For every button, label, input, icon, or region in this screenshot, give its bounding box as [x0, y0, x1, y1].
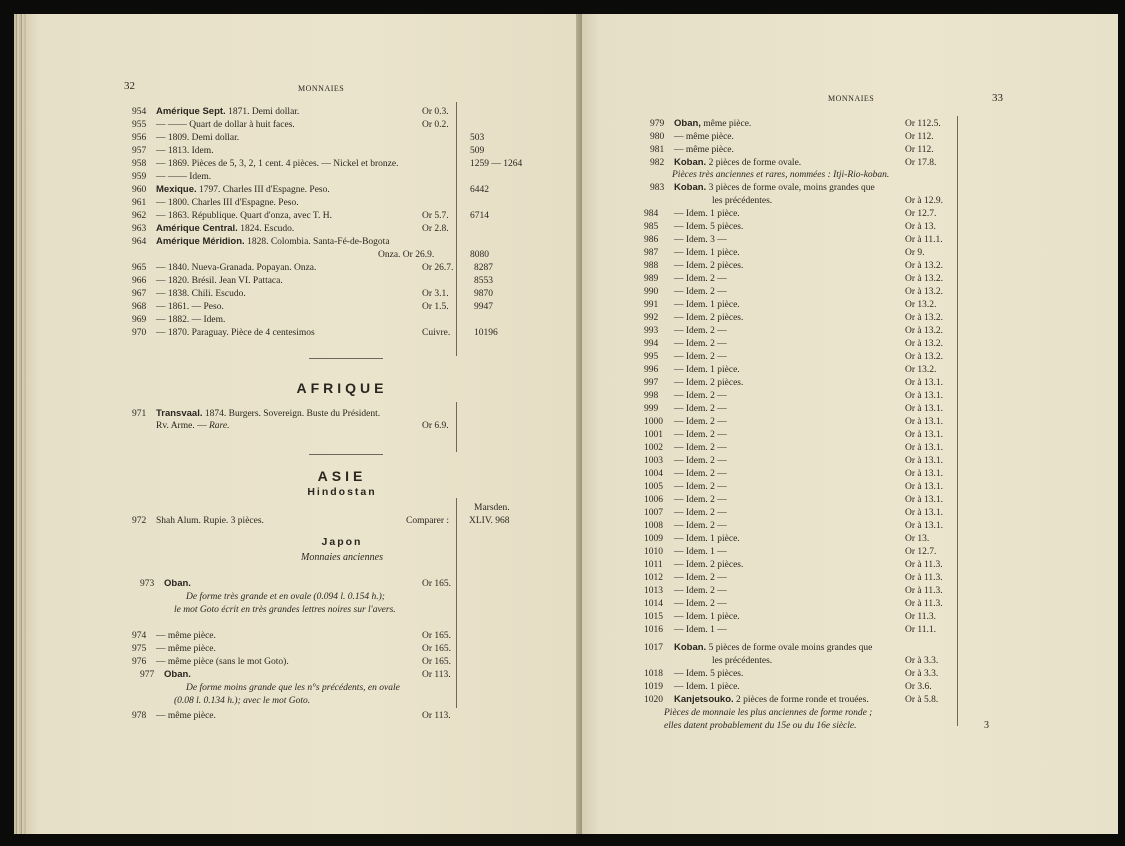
value: Cuivre.: [422, 328, 451, 338]
list-item: 1007 — Idem. 2 —: [644, 508, 727, 518]
value: Or 11.1.: [905, 625, 937, 635]
list-item: 1010 — Idem. 1 —: [644, 547, 727, 557]
reference: 9870: [474, 289, 493, 299]
value: Or 2.8.: [422, 224, 449, 234]
list-item: 1019 — Idem. 1 pièce.: [644, 682, 740, 692]
section-title-afrique: AFRIQUE: [296, 380, 388, 396]
list-item: 961 — 1800. Charles III d'Espagne. Peso.: [132, 198, 299, 208]
value: Or 13.2.: [905, 300, 937, 310]
value: Or 1.5.: [422, 302, 449, 312]
list-item: 958 — 1869. Pièces de 5, 3, 2, 1 cent. 4 pièces. — Nickel et bronze.: [132, 159, 399, 169]
value: Or à 11.3.: [905, 560, 943, 570]
value: Or à 13.1.: [905, 404, 943, 414]
value: Or 113.: [422, 670, 451, 680]
list-item: 989 — Idem. 2 —: [644, 274, 727, 284]
list-item: 1013 — Idem. 2 —: [644, 586, 727, 596]
description: le mot Goto écrit en très grandes lettres noires sur l'avers.: [174, 605, 396, 615]
value: Or à 13.: [905, 222, 936, 232]
list-item: 979 Oban, même pièce.: [650, 118, 752, 129]
list-item: 1000 — Idem. 2 —: [644, 417, 727, 427]
reference: 6714: [470, 211, 489, 221]
reference: 1259 — 1264: [470, 159, 523, 169]
list-item: 1015 — Idem. 1 pièce.: [644, 612, 740, 622]
list-item: 1003 — Idem. 2 —: [644, 456, 727, 466]
column-rule: [456, 402, 457, 452]
list-item: 1020 Kanjetsouko. 2 pièces de forme ronde et trouées.: [644, 694, 869, 705]
list-item: 1002 — Idem. 2 —: [644, 443, 727, 453]
left-page: [26, 14, 592, 834]
list-item: 995 — Idem. 2 —: [644, 352, 727, 362]
value: Or à 13.2.: [905, 326, 943, 336]
list-item: 988 — Idem. 2 pièces.: [644, 261, 744, 271]
value: Or 13.2.: [905, 365, 937, 375]
reference: 8080: [470, 250, 489, 260]
list-item: 997 — Idem. 2 pièces.: [644, 378, 744, 388]
list-item: 1004 — Idem. 2 —: [644, 469, 727, 479]
value: Or 113.: [422, 711, 451, 721]
list-item-cont: Onza. Or 26.9.: [378, 250, 435, 260]
value: Or à 3.3.: [905, 656, 939, 666]
list-item: 1014 — Idem. 2 —: [644, 599, 727, 609]
list-item: 999 — Idem. 2 —: [644, 404, 727, 414]
list-item: 1009 — Idem. 1 pièce.: [644, 534, 740, 544]
list-item: 983 Koban. 3 pièces de forme ovale, moins grandes que: [650, 182, 875, 193]
list-item: 998 — Idem. 2 —: [644, 391, 727, 401]
list-item: 964 Amérique Méridion. 1828. Colombia. Santa-Fé-de-Bogota: [132, 236, 390, 247]
value: Or 13.: [905, 534, 930, 544]
list-item: 965 — 1840. Nueva-Granada. Popayan. Onza.: [132, 263, 317, 273]
value: Or 112.: [905, 145, 934, 155]
value: Or à 13.2.: [905, 313, 943, 323]
value: Or 12.7.: [905, 209, 937, 219]
value: Or à 13.2.: [905, 287, 943, 297]
value: Or à 12.9.: [905, 196, 943, 206]
value: Or à 13.1.: [905, 430, 943, 440]
value: Or 112.: [905, 132, 934, 142]
value: Comparer :: [406, 516, 450, 526]
subsection-hindostan: Hindostan: [307, 486, 377, 498]
list-item: 994 — Idem. 2 —: [644, 339, 727, 349]
right-page: [582, 14, 1118, 834]
list-item: 977 Oban.: [140, 669, 191, 680]
list-item: 1017 Koban. 5 pièces de forme ovale moins grandes que: [644, 642, 873, 653]
value: Or 3.6.: [905, 682, 932, 692]
list-item: 990 — Idem. 2 —: [644, 287, 727, 297]
list-item: 973 Oban.: [140, 578, 191, 589]
list-item: 991 — Idem. 1 pièce.: [644, 300, 740, 310]
reference: 8287: [474, 263, 493, 273]
list-item: 992 — Idem. 2 pièces.: [644, 313, 744, 323]
value: Or 165.: [422, 657, 452, 667]
list-item: 1016 — Idem. 1 —: [644, 625, 727, 635]
value: Or 9.: [905, 248, 925, 258]
list-item: 1012 — Idem. 2 —: [644, 573, 727, 583]
list-item: 1001 — Idem. 2 —: [644, 430, 727, 440]
value: Or à 3.3.: [905, 669, 939, 679]
description: Pièces très anciennes et rares, nommées : Itji-Rio-koban.: [672, 170, 890, 180]
value: Or 0.3.: [422, 107, 449, 117]
value: Or 0.2.: [422, 120, 449, 130]
list-item: 963 Amérique Central. 1824. Escudo.: [132, 223, 295, 234]
value: Or à 13.1.: [905, 508, 943, 518]
list-item: 981 — même pièce.: [650, 145, 734, 155]
value: Or 165.: [422, 631, 452, 641]
reference: 8553: [474, 276, 493, 286]
value: Or à 5.8.: [905, 695, 939, 705]
column-rule: [456, 498, 457, 708]
value: Or 26.7.: [422, 263, 454, 273]
value: Or à 11.3.: [905, 586, 943, 596]
list-item: 987 — Idem. 1 pièce.: [644, 248, 740, 258]
list-item: 986 — Idem. 3 —: [644, 235, 727, 245]
list-item: 955 — —— Quart de dollar à huit faces.: [132, 120, 295, 130]
value: Or à 13.1.: [905, 456, 943, 466]
list-item: 975 — même pièce.: [132, 644, 216, 654]
section-title-asie: ASIE: [317, 468, 367, 484]
list-item: 967 — 1838. Chili. Escudo.: [132, 289, 246, 299]
list-item-cont: les précédentes.: [712, 656, 773, 666]
value: Or 17.8.: [905, 158, 937, 168]
list-item: 959 — —— Idem.: [132, 172, 212, 182]
list-item: 982 Koban. 2 pièces de forme ovale.: [650, 157, 802, 168]
description: De forme moins grande que les n°s précédents, en ovale: [186, 683, 400, 693]
subsection-japon: Japon: [321, 536, 363, 548]
reference: 509: [470, 146, 485, 156]
list-item: 980 — même pièce.: [650, 132, 734, 142]
value: Or à 11.3.: [905, 573, 943, 583]
reference: 10196: [474, 328, 498, 338]
list-item: 976 — même pièce (sans le mot Goto).: [132, 657, 289, 667]
list-item: 978 — même pièce.: [132, 711, 216, 721]
list-item: 971 Transvaal. 1874. Burgers. Sovereign. Buste du Président.: [132, 408, 381, 419]
value: Or 6.9.: [422, 421, 449, 431]
reference: 503: [470, 133, 485, 143]
value: Or 5.7.: [422, 211, 449, 221]
value: Or à 11.3.: [905, 599, 943, 609]
signature-mark: 3: [984, 720, 989, 731]
value: Or à 13.2.: [905, 274, 943, 284]
reference: Marsden.: [474, 503, 510, 513]
value: Or à 13.2.: [905, 339, 943, 349]
separator: [309, 454, 383, 455]
reference: 6442: [470, 185, 489, 195]
list-item: 1005 — Idem. 2 —: [644, 482, 727, 492]
reference: 9947: [474, 302, 493, 312]
list-item: 984 — Idem. 1 pièce.: [644, 209, 740, 219]
value: Or à 13.1.: [905, 482, 943, 492]
list-item: 969 — 1882. — Idem.: [132, 315, 226, 325]
separator: [309, 358, 383, 359]
description: (0.08 l. 0.134 h.); avec le mot Goto.: [174, 696, 311, 706]
list-item: 993 — Idem. 2 —: [644, 326, 727, 336]
list-item: 974 — même pièce.: [132, 631, 216, 641]
value: Or 3.1.: [422, 289, 449, 299]
list-item-cont: Rv. Arme. — Rare.: [156, 421, 230, 431]
value: Or à 13.2.: [905, 352, 943, 362]
description: De forme très grande et en ovale (0.094 l. 0.154 h.);: [186, 592, 385, 602]
value: Or à 13.1.: [905, 378, 943, 388]
list-item: 1008 — Idem. 2 —: [644, 521, 727, 531]
value: Or 165.: [422, 579, 452, 589]
list-item: 1006 — Idem. 2 —: [644, 495, 727, 505]
list-item: 1011 — Idem. 2 pièces.: [644, 560, 744, 570]
page-number: 32: [124, 80, 135, 92]
list-item-cont: les précédentes.: [712, 196, 773, 206]
value: Or à 13.1.: [905, 469, 943, 479]
list-item: 954 Amérique Sept. 1871. Demi dollar.: [132, 106, 300, 117]
value: Or à 11.1.: [905, 235, 943, 245]
book-spread: [14, 14, 1118, 834]
value: Or à 13.1.: [905, 443, 943, 453]
running-head: MONNAIES: [828, 94, 875, 103]
description: elles datent probablement du 15e ou du 16e siècle.: [664, 721, 857, 731]
list-item: 996 — Idem. 1 pièce.: [644, 365, 740, 375]
value: Or à 13.1.: [905, 417, 943, 427]
list-item: 970 — 1870. Paraguay. Pièce de 4 centesimos: [132, 328, 315, 338]
list-item: 985 — Idem. 5 pièces.: [644, 222, 744, 232]
value: Or à 13.1.: [905, 495, 943, 505]
value: Or 165.: [422, 644, 452, 654]
value: Or à 13.2.: [905, 261, 943, 271]
reference: XLIV. 968: [469, 516, 510, 526]
value: Or à 13.1.: [905, 391, 943, 401]
list-item: 957 — 1813. Idem.: [132, 146, 214, 156]
value: Or 11.3.: [905, 612, 937, 622]
list-item: 968 — 1861. — Peso.: [132, 302, 224, 312]
value: Or à 13.1.: [905, 521, 943, 531]
subsection-monnaies-anciennes: Monnaies anciennes: [301, 552, 383, 563]
running-head: MONNAIES: [298, 84, 345, 93]
list-item: 962 — 1863. République. Quart d'onza, avec T. H.: [132, 211, 333, 221]
list-item: 956 — 1809. Demi dollar.: [132, 133, 240, 143]
page-number: 33: [992, 92, 1003, 104]
value: Or 112.5.: [905, 119, 941, 129]
list-item: 972 Shah Alum. Rupie. 3 pièces.: [132, 516, 264, 526]
list-item: 960 Mexique. 1797. Charles III d'Espagne. Peso.: [132, 184, 330, 195]
list-item: 966 — 1820. Brésil. Jean VI. Pattaca.: [132, 276, 283, 286]
description: Pièces de monnaie les plus anciennes de forme ronde ;: [664, 708, 873, 718]
column-rule: [456, 102, 457, 356]
column-rule: [957, 116, 958, 726]
list-item: 1018 — Idem. 5 pièces.: [644, 669, 744, 679]
value: Or 12.7.: [905, 547, 937, 557]
